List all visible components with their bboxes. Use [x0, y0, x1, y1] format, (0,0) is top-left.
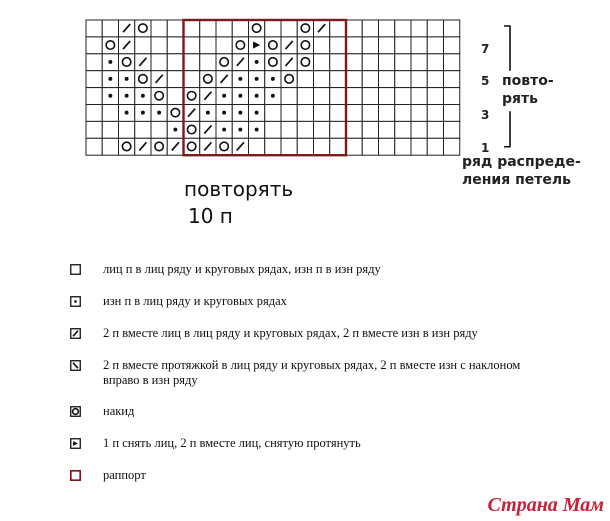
purl-dot: [108, 94, 112, 98]
purl-dot: [125, 94, 129, 98]
chart-cell: [395, 54, 411, 71]
chart-cell: [200, 71, 216, 88]
purl-dot: [255, 60, 259, 64]
chart-cell: [411, 105, 427, 122]
chart-cell: [346, 138, 362, 155]
chart-cell: [411, 88, 427, 105]
chart-cell: [379, 37, 395, 54]
chart-cell: [297, 138, 313, 155]
chart-cell: [330, 121, 346, 138]
chart-cell: [86, 71, 102, 88]
chart-cell: [362, 88, 378, 105]
chart-cell: [314, 37, 330, 54]
chart-row: [86, 20, 460, 37]
purl-dot: [238, 111, 242, 115]
chart-cell: [281, 20, 297, 37]
chart-cell: [184, 37, 200, 54]
chart-cell: [200, 54, 216, 71]
chart-cell: [151, 20, 167, 37]
chart-cell: [314, 121, 330, 138]
chart-cell: [151, 54, 167, 71]
repeat-count: 10 п: [188, 204, 233, 228]
legend-text: накид: [103, 404, 135, 418]
purl-dot: [108, 60, 112, 64]
chart-cell: [427, 37, 443, 54]
chart-cell: [330, 54, 346, 71]
chart-cell: [395, 138, 411, 155]
chart-cell: [216, 138, 232, 155]
chart-cell: [184, 138, 200, 155]
chart-cell: [314, 54, 330, 71]
chart-cell: [444, 88, 460, 105]
repeat-rows-label: повто- рять: [502, 73, 554, 107]
chart-cell: [265, 121, 281, 138]
chart-cell: [86, 20, 102, 37]
purl-dot: [271, 77, 275, 81]
legend-item-yo: [70, 404, 553, 419]
legend-item-k2tog: [70, 326, 553, 341]
purl-dot: [222, 111, 226, 115]
chart-cell: [86, 121, 102, 138]
chart-cell: [444, 71, 460, 88]
chart-cell: [395, 37, 411, 54]
chart-cell: [346, 37, 362, 54]
watermark: Страна Мам: [487, 494, 604, 516]
legend-text: лиц п в лиц ряду и круговых рядах, изн п в изн ряду: [103, 262, 381, 276]
chart-cell: [362, 20, 378, 37]
chart-cell: [411, 138, 427, 155]
chart-cell: [362, 105, 378, 122]
chart-cell: [362, 37, 378, 54]
legend-text: 2 п вместе протяжкой в лиц ряду и круговых рядах, 2 п вместе изн с наклоном вправо в изн ряду: [103, 358, 521, 387]
chart-cell: [330, 20, 346, 37]
chart-cell: [119, 138, 135, 155]
chart-cell: [395, 20, 411, 37]
k2tog-symbol-icon: [70, 328, 81, 339]
chart-cell: [86, 37, 102, 54]
purl-dot: [125, 111, 129, 115]
chart-cell: [444, 20, 460, 37]
chart-cell: [330, 37, 346, 54]
purl-symbol-icon: [70, 296, 81, 307]
chart-cell: [86, 88, 102, 105]
chart-cell: [151, 138, 167, 155]
chart-cell: [249, 20, 265, 37]
chart-cell: [216, 20, 232, 37]
ssk-symbol-icon: [70, 360, 81, 371]
chart-cell: [427, 71, 443, 88]
chart-cell: [102, 138, 118, 155]
purl-dot: [74, 300, 77, 303]
purl-dot: [141, 94, 145, 98]
purl-dot: [206, 111, 210, 115]
chart-cell: [427, 121, 443, 138]
purl-dot: [222, 128, 226, 132]
purl-dot: [222, 94, 226, 98]
chart-cell: [346, 88, 362, 105]
chart-cell: [200, 20, 216, 37]
chart-cell: [314, 71, 330, 88]
chart-row: [86, 121, 460, 138]
chart-cell: [362, 54, 378, 71]
chart-cell: [102, 37, 118, 54]
chart-cell: [314, 105, 330, 122]
chart-cell: [346, 71, 362, 88]
chart-cell: [297, 54, 313, 71]
chart-cell: [102, 20, 118, 37]
chart-cell: [346, 54, 362, 71]
purl-dot: [271, 94, 275, 98]
chart-cell: [379, 20, 395, 37]
chart-cell: [119, 54, 135, 71]
chart-cell: [297, 105, 313, 122]
purl-dot: [108, 77, 112, 81]
chart-cell: [135, 121, 151, 138]
chart-cell: [281, 88, 297, 105]
legend-item-skp: [70, 436, 553, 451]
chart-cell: [297, 20, 313, 37]
chart-cell: [330, 138, 346, 155]
chart-cell: [411, 37, 427, 54]
chart-cell: [167, 20, 183, 37]
chart-cell: [411, 54, 427, 71]
chart-cell: [427, 105, 443, 122]
chart-cell: [167, 105, 183, 122]
purl-dot: [255, 128, 259, 132]
chart-cell: [151, 37, 167, 54]
chart-cell: [86, 54, 102, 71]
chart-cell: [379, 138, 395, 155]
row-number-7: 7: [481, 42, 490, 56]
chart-cell: [216, 37, 232, 54]
chart-cell: [281, 105, 297, 122]
chart-cell: [362, 71, 378, 88]
chart-cell: [184, 121, 200, 138]
chart-cell: [167, 88, 183, 105]
chart-cell: [86, 105, 102, 122]
knitting-chart: [0, 0, 610, 240]
purl-dot: [255, 94, 259, 98]
chart-cell: [119, 121, 135, 138]
chart-cell: [444, 105, 460, 122]
chart-cell: [314, 138, 330, 155]
chart-cell: [297, 37, 313, 54]
chart-cell: [444, 138, 460, 155]
chart-cell: [249, 138, 265, 155]
chart-cell: [102, 121, 118, 138]
distribution-row-label: ряд распреде- ления петель: [462, 154, 581, 188]
chart-cell: [330, 88, 346, 105]
chart-cell: [135, 71, 151, 88]
chart-cell: [265, 138, 281, 155]
chart-cell: [281, 121, 297, 138]
legend-text: изн п в лиц ряду и круговых рядах: [103, 294, 287, 308]
chart-cell: [346, 20, 362, 37]
purl-dot: [141, 111, 145, 115]
chart-cell: [184, 88, 200, 105]
chart-cell: [167, 71, 183, 88]
chart-cell: [86, 138, 102, 155]
chart-cell: [395, 71, 411, 88]
purl-dot: [255, 77, 259, 81]
purl-dot: [238, 128, 242, 132]
chart-cell: [362, 121, 378, 138]
repeat-rows-bracket-bottom: [504, 111, 510, 146]
chart-cell: [427, 20, 443, 37]
chart-cell: [281, 138, 297, 155]
chart-cell: [411, 20, 427, 37]
chart-cell: [102, 105, 118, 122]
repeat-symbol-icon: [70, 470, 81, 481]
chart-cell: [379, 121, 395, 138]
chart-cell: [444, 37, 460, 54]
chart-cell: [232, 37, 248, 54]
legend-item-repeat: [70, 468, 553, 483]
chart-cell: [330, 71, 346, 88]
chart-cell: [346, 121, 362, 138]
chart-cell: [297, 88, 313, 105]
chart-cell: [297, 121, 313, 138]
yo-symbol-icon: [70, 406, 81, 417]
chart-cell: [265, 37, 281, 54]
legend-text: 2 п вместе лиц в лиц ряду и круговых рядах, 2 п вместе изн в изн ряду: [103, 326, 478, 340]
chart-cell: [395, 105, 411, 122]
chart-cell: [411, 121, 427, 138]
legend-item-knit: [70, 262, 553, 277]
row-number-5: 5: [481, 74, 490, 88]
chart-row: [86, 37, 460, 54]
repeat-rows-bracket-top: [504, 26, 510, 71]
legend-item-purl: [70, 294, 553, 309]
chart-cell: [135, 20, 151, 37]
row-number-1: 1: [481, 141, 490, 155]
row-number-3: 3: [481, 108, 490, 122]
chart-cell: [330, 105, 346, 122]
chart-cell: [314, 88, 330, 105]
chart-cell: [184, 20, 200, 37]
purl-dot: [173, 128, 177, 132]
chart-cell: [427, 54, 443, 71]
chart-cell: [216, 54, 232, 71]
chart-cell: [151, 121, 167, 138]
purl-dot: [157, 111, 161, 115]
chart-cell: [395, 121, 411, 138]
chart-cell: [362, 138, 378, 155]
repeat-label: повторять: [184, 177, 294, 201]
chart-cell: [232, 20, 248, 37]
chart-cell: [184, 71, 200, 88]
purl-dot: [255, 111, 259, 115]
chart-cell: [167, 54, 183, 71]
purl-dot: [238, 94, 242, 98]
knit-symbol-icon: [70, 264, 81, 275]
chart-cell: [411, 71, 427, 88]
chart-cell: [427, 88, 443, 105]
chart-cell: [379, 71, 395, 88]
legend-text: 1 п снять лиц, 2 п вместе лиц, снятую протянуть: [103, 436, 361, 450]
chart-cell: [265, 105, 281, 122]
chart-cell: [444, 54, 460, 71]
chart-cell: [346, 105, 362, 122]
legend-text: раппорт: [103, 468, 146, 482]
chart-cell: [281, 71, 297, 88]
chart-cell: [379, 88, 395, 105]
chart-cell: [184, 54, 200, 71]
chart-cell: [151, 88, 167, 105]
chart-cell: [265, 54, 281, 71]
chart-cell: [167, 37, 183, 54]
chart-cell: [135, 37, 151, 54]
purl-dot: [125, 77, 129, 81]
chart-cell: [379, 54, 395, 71]
chart-cell: [200, 37, 216, 54]
chart-cell: [379, 105, 395, 122]
chart-cell: [427, 138, 443, 155]
chart-cell: [265, 20, 281, 37]
chart-cell: [395, 88, 411, 105]
purl-dot: [238, 77, 242, 81]
chart-cell: [297, 71, 313, 88]
legend-item-ssk: [70, 358, 553, 388]
skp-symbol-icon: [70, 438, 81, 449]
chart-cell: [444, 121, 460, 138]
